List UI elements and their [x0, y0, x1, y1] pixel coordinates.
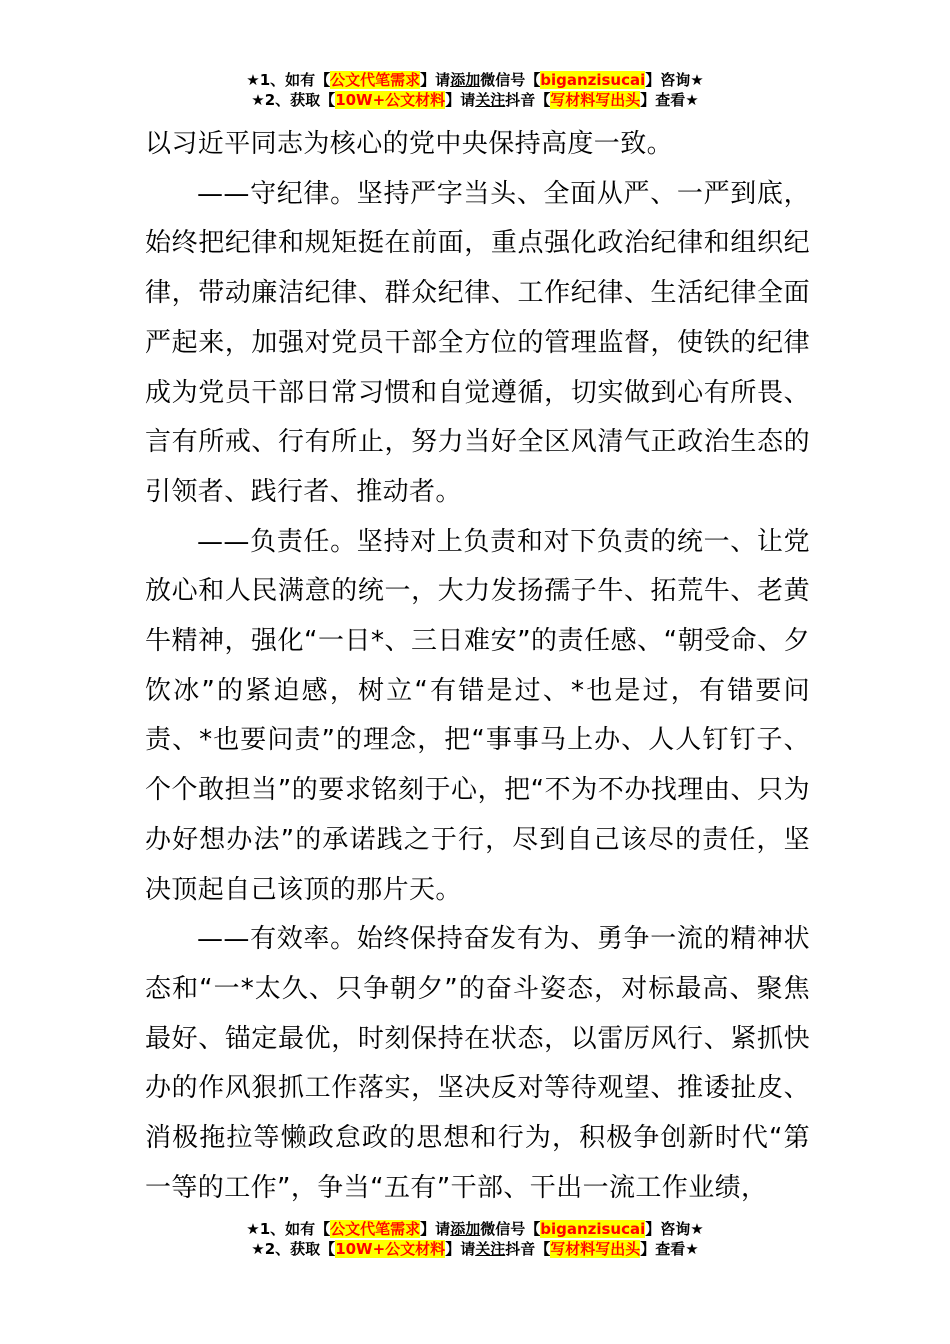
header-line-1-suffix: 】咨询★: [645, 71, 704, 89]
header-line-2-highlight-materials: 10W+公文材料: [335, 91, 446, 109]
header-line-1-mid2: 微信号【: [480, 71, 541, 89]
footer-line-1-mid2: 微信号【: [480, 1220, 541, 1238]
footer-line-2: [0, 1239, 950, 1259]
footer-line-2-highlight-materials: 10W+公文材料: [335, 1240, 446, 1258]
header-line-2-underlined: 关注: [475, 91, 506, 109]
body-paragraph-discipline: ——守纪律。坚持严字当头、全面从严、一严到底，始终把纪律和规矩挺在前面，重点强化政治纪律和组织纪律，带动廉洁纪律、群众纪律、工作纪律、生活纪律全面严起来，加强对党员干部全方位的管理监督，使铁的纪律成为党员干部日常习惯和自觉遵循，切实做到心有所畏、言有所戒、行有所止，努力当好全区风清气正政治生态的引领者、践行者、推动者。: [145, 178, 810, 507]
body-paragraph-continuation: 以习近平同志为核心的党中央保持高度一致。: [145, 129, 674, 159]
footer-line-2-suffix: 】查看★: [640, 1240, 699, 1258]
header-banner: [0, 70, 950, 110]
footer-line-1-suffix: 】咨询★: [645, 1220, 704, 1238]
header-line-2-prefix: ★2、获取【: [251, 91, 336, 109]
header-line-1-mid: 】请: [420, 71, 451, 89]
footer-line-1: [0, 1219, 950, 1239]
header-line-1: [0, 70, 950, 90]
footer-line-1-highlight-wechat: biganzisucai: [540, 1220, 646, 1238]
footer-line-1-mid: 】请: [420, 1220, 451, 1238]
body-paragraph-responsibility: ——负责任。坚持对上负责和对下负责的统一、让党放心和人民满意的统一，大力发扬孺子牛、拓荒牛、老黄牛精神，强化“一日*、三日难安”的责任感、“朝受命、夕饮冰”的紧迫感，树立“有错是过、*也是过，有错要问责、*也要问责”的理念，把“事事马上办、人人钉钉子、个个敢担当”的要求铭刻于心，把“不为不办找理由、只为办好想办法”的承诺践之于行，尽到自己该尽的责任，坚决顶起自己该顶的那片天。: [145, 526, 810, 905]
header-line-1-highlight-wechat: biganzisucai: [540, 71, 646, 89]
header-line-1-highlight-service: 公文代笔需求: [330, 71, 421, 89]
document-body: [145, 120, 810, 1213]
footer-line-1-prefix: ★1、如有【: [246, 1220, 331, 1238]
footer-line-2-prefix: ★2、获取【: [251, 1240, 336, 1258]
footer-line-2-underlined: 关注: [475, 1240, 506, 1258]
body-paragraph-efficiency: ——有效率。始终保持奋发有为、勇争一流的精神状态和“一*太久、只争朝夕”的奋斗姿态，对标最高、聚焦最好、锚定最优，时刻保持在状态，以雷厉风行、紧抓快办的作风狠抓工作落实，坚决反对等待观望、推诿扯皮、消极拖拉等懒政怠政的思想和行为，积极争创新时代“第一等的工作”，争当“五有”干部、干出一流工作业绩，: [145, 924, 810, 1203]
header-line-2-suffix: 】查看★: [640, 91, 699, 109]
header-line-2-highlight-douyin: 写材料写出头: [550, 91, 641, 109]
footer-line-2-highlight-douyin: 写材料写出头: [550, 1240, 641, 1258]
footer-banner: [0, 1219, 950, 1259]
footer-line-1-underlined: 添加: [450, 1220, 481, 1238]
header-line-2: [0, 90, 950, 110]
footer-line-1-highlight-service: 公文代笔需求: [330, 1220, 421, 1238]
header-line-2-mid: 】请: [445, 91, 476, 109]
header-line-1-prefix: ★1、如有【: [246, 71, 331, 89]
footer-line-2-mid2: 抖音【: [505, 1240, 551, 1258]
header-line-2-mid2: 抖音【: [505, 91, 551, 109]
footer-line-2-mid: 】请: [445, 1240, 476, 1258]
header-line-1-underlined: 添加: [450, 71, 481, 89]
